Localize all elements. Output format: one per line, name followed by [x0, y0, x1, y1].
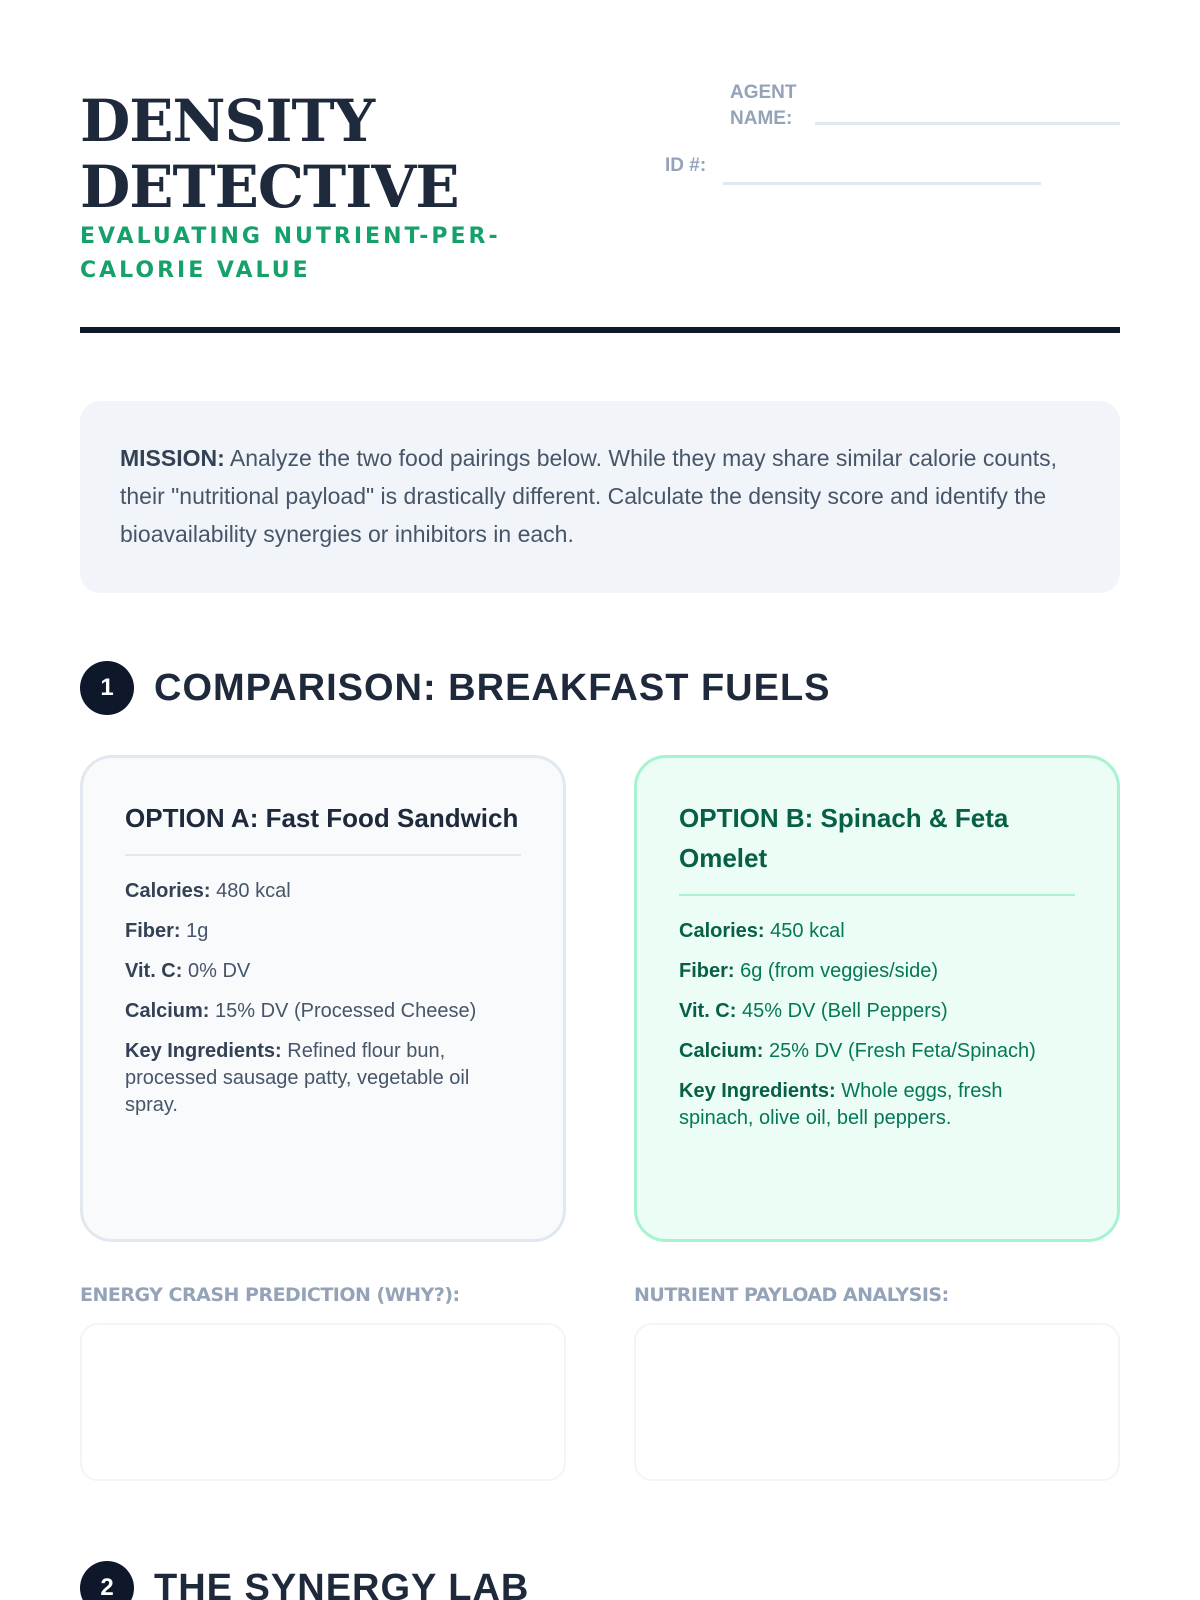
agent-name-field[interactable] [815, 122, 1120, 125]
section-2-number-badge: 2 [80, 1561, 134, 1600]
stat-label: Calcium: [125, 1000, 210, 1022]
section-2-heading [80, 1561, 1120, 1600]
option-b-vitamin-c [679, 998, 1075, 1025]
option-b-calcium [679, 1038, 1075, 1065]
id-number-field[interactable] [723, 182, 1041, 185]
stat-value: 25% DV (Fresh Feta/Spinach) [769, 1040, 1036, 1062]
energy-crash-label: ENERGY CRASH PREDICTION (WHY?): [80, 1284, 460, 1306]
section-1-title: COMPARISON: BREAKFAST FUELS [154, 667, 831, 709]
worksheet-title: DENSITY DETECTIVE [80, 87, 459, 221]
option-a-calories [125, 878, 521, 905]
option-a-ingredients [125, 1038, 521, 1119]
id-number-label: ID #: [665, 155, 707, 176]
stat-label: Fiber: [679, 960, 735, 982]
stat-value: Whole eggs, fresh spinach, olive oil, bell peppers. [679, 1080, 1003, 1129]
option-b-title: OPTION B: Spinach & Feta Omelet [679, 798, 1075, 896]
section-1-heading [80, 661, 1120, 717]
worksheet-subtitle: EVALUATING NUTRIENT-PER-CALORIE VALUE [80, 224, 501, 283]
nutrient-payload-label: NUTRIENT PAYLOAD ANALYSIS: [634, 1284, 949, 1306]
stat-label: Calories: [679, 920, 765, 942]
energy-crash-answer-box[interactable] [80, 1323, 566, 1481]
stat-label: Calories: [125, 880, 211, 902]
option-b-fiber [679, 958, 1075, 985]
option-a-card [80, 755, 566, 1242]
option-a-vitamin-c [125, 958, 521, 985]
stat-value: 15% DV (Processed Cheese) [215, 1000, 477, 1022]
stat-label: Fiber: [125, 920, 181, 942]
option-b-card [634, 755, 1120, 1242]
stat-value: 450 kcal [770, 920, 845, 942]
nutrient-payload-answer-box[interactable] [634, 1323, 1120, 1481]
stat-value: 0% DV [187, 960, 251, 982]
stat-value: 45% DV (Bell Peppers) [741, 1000, 948, 1022]
option-a-fiber [125, 918, 521, 945]
header-divider [80, 327, 1120, 333]
stat-value: 1g [186, 920, 209, 942]
option-a-calcium [125, 998, 521, 1025]
option-b-ingredients [679, 1078, 1075, 1132]
mission-label: MISSION: [120, 445, 225, 471]
section-2-title: THE SYNERGY LAB [154, 1567, 530, 1600]
stat-label: Key Ingredients: [125, 1040, 282, 1062]
stat-value: 480 kcal [216, 880, 291, 902]
option-b-calories [679, 918, 1075, 945]
option-a-title: OPTION A: Fast Food Sandwich [125, 798, 521, 856]
stat-label: Key Ingredients: [679, 1080, 836, 1102]
stat-value: 6g (from veggies/side) [740, 960, 938, 982]
agent-name-label: AGENT NAME: [730, 82, 797, 129]
section-1-number-badge: 1 [80, 661, 134, 715]
mission-box [80, 401, 1120, 593]
worksheet-header [80, 80, 1120, 335]
stat-label: Vit. C: [679, 1000, 737, 1022]
mission-text: Analyze the two food pairings below. While they may share similar calorie counts, their "nutritional payload" is drastically different. Calculate the density score and identify the bioavailability synergies or inhibitors in each. [120, 445, 1058, 547]
stat-value: Refined flour bun, processed sausage patty, vegetable oil spray. [125, 1040, 470, 1116]
stat-label: Calcium: [679, 1040, 764, 1062]
worksheet-page [80, 0, 1120, 1600]
stat-label: Vit. C: [125, 960, 183, 982]
